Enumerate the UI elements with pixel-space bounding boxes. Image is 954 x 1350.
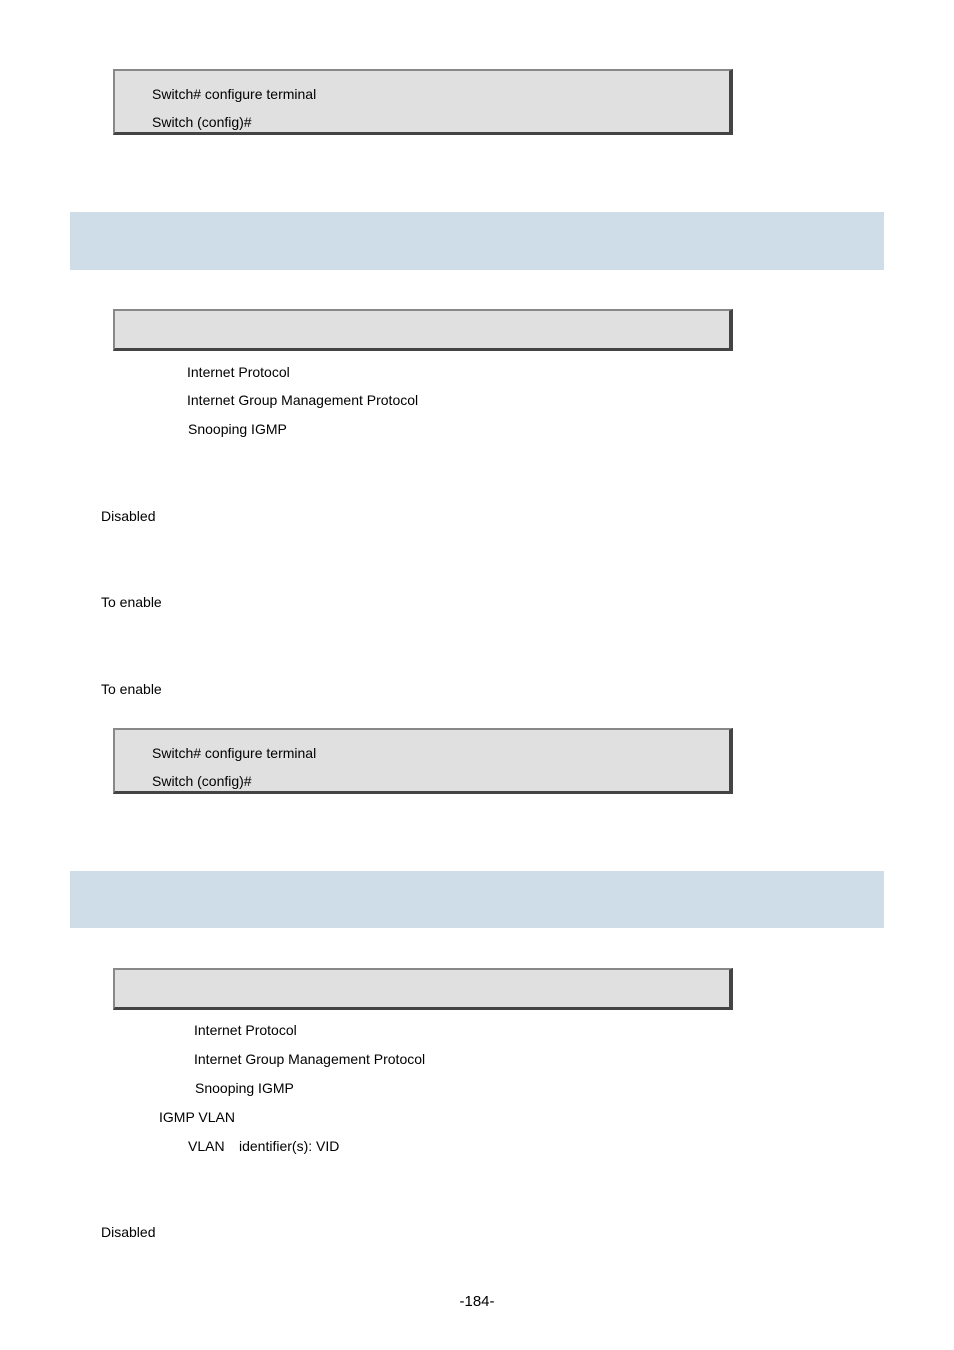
command-line: Switch# configure terminal <box>152 745 317 761</box>
page-number: -184- <box>459 1293 495 1310</box>
example-command-box <box>113 728 733 794</box>
command-line: Switch (config)# <box>152 114 252 130</box>
command-line: Switch# configure terminal <box>152 86 317 102</box>
syntax-command-box <box>113 309 733 351</box>
command-heading-band <box>70 212 884 270</box>
parameter-description: Internet Protocol <box>194 1022 297 1038</box>
syntax-command-box <box>113 968 733 1010</box>
parameter-description: IGMP VLAN <box>159 1109 235 1125</box>
default-value: Disabled <box>101 1224 156 1240</box>
command-heading-band <box>70 871 884 928</box>
parameter-description: Snooping IGMP <box>188 421 287 437</box>
example-intro: To enable <box>101 681 162 697</box>
default-value: Disabled <box>101 508 156 524</box>
parameter-description: Internet Group Management Protocol <box>194 1051 426 1067</box>
parameter-description: Snooping IGMP <box>195 1080 294 1096</box>
parameter-description: Internet Protocol <box>187 364 290 380</box>
parameter-description: Internet Group Management Protocol <box>187 392 419 408</box>
example-command-box <box>113 69 733 135</box>
parameter-description: identifier(s): VID <box>239 1138 340 1154</box>
parameter-description: VLAN <box>188 1138 225 1154</box>
usage-text: To enable <box>101 594 162 610</box>
command-line: Switch (config)# <box>152 773 252 789</box>
